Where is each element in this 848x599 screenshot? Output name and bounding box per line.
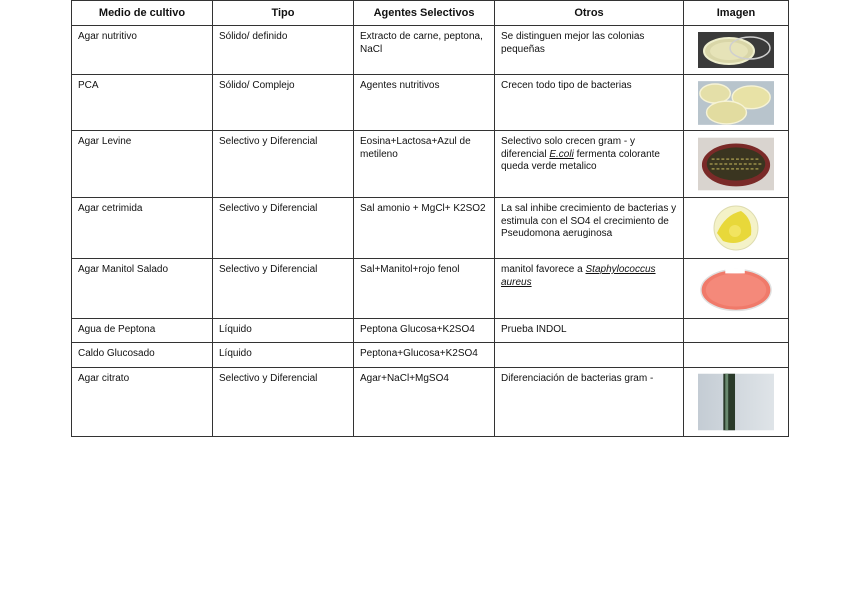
cell-agentes: Agar+NaCl+MgSO4	[360, 373, 449, 384]
cell-medio: Agar Levine	[78, 136, 132, 147]
cell-medio: Agua de Peptona	[78, 324, 156, 335]
cell-otros: Se distinguen mejor las colonias pequeñas	[501, 31, 645, 55]
cell-agentes: Agentes nutritivos	[360, 80, 440, 91]
cell-tipo: Selectivo y Diferencial	[219, 203, 318, 214]
cell-otros	[495, 343, 683, 352]
cell-medio: Agar Manitol Salado	[78, 264, 169, 275]
table-row	[72, 198, 789, 259]
cell-medio: Agar citrato	[78, 373, 130, 384]
cell-tipo: Selectivo y Diferencial	[219, 373, 318, 384]
header-imagen: Imagen	[684, 1, 789, 26]
culture-media-table	[71, 0, 789, 437]
cell-agentes: Eosina+Lactosa+Azul de metileno	[360, 136, 471, 160]
cell-agentes: Peptona+Glucosa+K2SO4	[360, 348, 478, 359]
table-row	[72, 259, 789, 319]
cell-otros: Diferenciación de bacterias gram -	[501, 373, 654, 384]
cell-agentes: Sal amonio + MgCl+ K2SO2	[360, 203, 486, 214]
otros-text: Selectivo solo crecen gram - y diferencial	[501, 136, 635, 160]
header-otros: Otros	[495, 1, 684, 26]
header-agentes: Agentes Selectivos	[354, 1, 495, 26]
citrate-tube-photo-image	[698, 373, 774, 431]
cell-otros	[495, 131, 683, 178]
cell-medio: Agar cetrimida	[78, 203, 143, 214]
table-row	[72, 343, 789, 368]
cell-tipo: Selectivo y Diferencial	[219, 264, 318, 275]
cell-agentes: Extracto de carne, peptona, NaCl	[360, 31, 483, 55]
cell-medio: PCA	[78, 80, 99, 91]
cell-otros: Prueba INDOL	[501, 324, 567, 335]
cell-tipo: Sólido/ definido	[219, 31, 288, 42]
cell-medio: Caldo Glucosado	[78, 348, 155, 359]
cell-otros	[495, 259, 683, 293]
mannitol-salt-pink-plate-image	[698, 265, 774, 313]
cell-otros: La sal inhibe crecimiento de bacterias y estimula con el SO4 el crecimiento de Pseudomona aeruginosa	[501, 203, 677, 239]
cetrimide-yellow-plate-image	[698, 203, 774, 253]
table-row	[72, 75, 789, 131]
cell-agentes: Sal+Manitol+rojo fenol	[360, 264, 460, 275]
table-row	[72, 319, 789, 343]
header-tipo: Tipo	[213, 1, 354, 26]
cell-medio: Agar nutritivo	[78, 31, 137, 42]
table-row	[72, 131, 789, 198]
three-pca-plates-image	[698, 80, 774, 126]
table-row	[72, 368, 789, 437]
levine-metallic-green-plate-image	[698, 137, 774, 191]
cell-tipo: Selectivo y Diferencial	[219, 136, 318, 147]
organism-name: Staphylococcus aureus	[501, 264, 656, 288]
header-medio: Medio de cultivo	[72, 1, 213, 26]
table-row	[72, 26, 789, 75]
organism-name: E.coli	[549, 148, 574, 160]
cell-otros: Crecen todo tipo de bacterias	[501, 80, 632, 91]
petri-dish-nutrient-agar-image	[698, 32, 774, 68]
cell-tipo: Líquido	[219, 324, 252, 335]
cell-agentes: Peptona Glucosa+K2SO4	[360, 324, 475, 335]
otros-text: manitol favorece a	[501, 264, 586, 275]
cell-tipo: Líquido	[219, 348, 252, 359]
cell-tipo: Sólido/ Complejo	[219, 80, 295, 91]
otros-text: fermenta colorante queda verde metalico	[501, 148, 660, 172]
table-header-row	[72, 1, 789, 26]
